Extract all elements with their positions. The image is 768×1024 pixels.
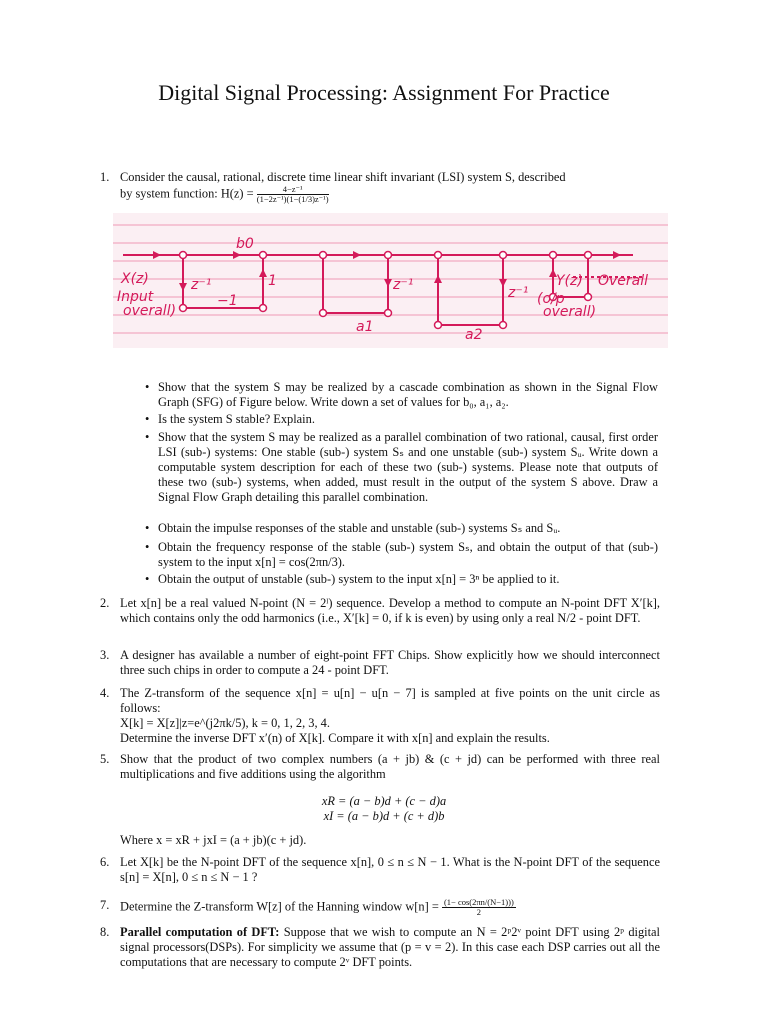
question-number: 2. — [100, 596, 110, 610]
equation-xi: xI = (a − b)d + (c + d)b — [323, 809, 445, 823]
question-7 — [100, 897, 660, 917]
question-number: 5. — [100, 752, 110, 766]
question-text: Suppose that we wish to compute an N = 2ᵖ2ᵛ point DFT using 2ᵖ digital signal processors(DSPs). For simplicity we assume that (p = v = 2). In this case each DSP carries out all the computations that are necessary to compute 2ᵛ DFT points. — [120, 925, 660, 969]
question-1 — [100, 170, 660, 204]
question-6 — [100, 855, 660, 885]
question-number: 8. — [100, 925, 110, 939]
sfg-delay-2: z⁻¹ — [393, 277, 414, 293]
question-number: 1. — [100, 170, 110, 184]
system-function-label: by system function: H(z) = — [120, 186, 254, 201]
hanning-fraction — [442, 898, 516, 917]
question-3 — [100, 648, 660, 678]
question-8 — [100, 925, 660, 970]
sfg-input-label: X(z) — [121, 271, 149, 287]
bullet-item: • Obtain the frequency response of the stable (sub-) system Sₛ, and obtain the output of that (sub-) system to the input x[n] = cos(2πn/3). — [145, 540, 658, 569]
bullet-item: • Obtain the output of unstable (sub-) system to the input x[n] = 3ⁿ be applied to it. — [145, 572, 560, 586]
equation-xr: xR = (a − b)d + (c − d)a — [321, 794, 447, 808]
question-1-line1: Consider the causal, rational, discrete time linear shift invariant (LSI) system S, described — [120, 170, 566, 184]
page-title: Digital Signal Processing: Assignment For Practice — [158, 80, 610, 105]
question-2 — [100, 596, 660, 626]
question-number: 6. — [100, 855, 110, 869]
bullet-text: Obtain the frequency response of the stable (sub-) system Sₛ, and obtain the output of that (sub-) system to the input x[n] = cos(2πn/3). — [158, 540, 658, 569]
bullet-item: • Show that the system S may be realized as a parallel combination of two rational, causal, first order LSI (sub-) systems: One stable (sub-) system Sₛ and one unstable (sub-) system Sᵤ. Write down a computable system description for each of these two (sub-) systems. Please note that outputs of these two (sub-) systems, when added, must result in the output of the system S above. Draw a Signal Flow Graph detailing this parallel combination. — [145, 430, 658, 504]
sfg-a2-label: a2 — [465, 327, 483, 343]
question-text: Show that the product of two complex numbers (a + jb) & (c + jd) can be performed with three real multiplications and five additions using the algorithm — [120, 752, 660, 781]
bullet-item: • Obtain the impulse responses of the stable and unstable (sub-) systems Sₛ and Sᵤ. — [145, 521, 561, 535]
bullet-text: Obtain the output of unstable (sub-) system to the input x[n] = 3ⁿ be applied to it. — [158, 572, 560, 586]
fraction-numerator: 4−z⁻¹ — [257, 185, 329, 195]
bullet-text: Is the system S stable? Explain. — [158, 412, 315, 426]
question-4-line2: X[k] = X[z]|z=e^(j2πk/5), k = 0, 1, 2, 3, 4. — [120, 716, 330, 730]
bullet-text: Show that the system S may be realized by a cascade combination as shown in the Signal Flow Graph (SFG) of Figure below. Write down a set of values for b₀, a₁, a₂. — [158, 380, 658, 409]
fraction-denominator: 2 — [476, 907, 481, 917]
question-8-heading: Parallel computation of DFT: — [120, 925, 280, 939]
sfg-input-note-2: overall) — [123, 303, 177, 319]
system-function-fraction — [257, 185, 329, 204]
sfg-b0-label: b0 — [236, 236, 254, 252]
question-1-line2 — [120, 185, 660, 204]
sfg-gain-minus-1: −1 — [217, 293, 238, 309]
sfg-delay-1: z⁻¹ — [191, 277, 212, 293]
question-5 — [100, 752, 660, 782]
sfg-output-note: (o/p — [537, 291, 565, 307]
signal-flow-graph-figure — [113, 213, 668, 348]
question-text: A designer has available a number of eight-point FFT Chips. Show explicitly how we should interconnect three such chips in order to compute a 24 - point DFT. — [120, 648, 660, 677]
question-4 — [100, 686, 660, 746]
sfg-a1-label: a1 — [356, 319, 374, 335]
bullet-text: Show that the system S may be realized as a parallel combination of two rational, causal, first order LSI (sub-) systems: One stable (sub-) system Sₛ and one unstable (sub-) system Sᵤ. Write down a computable system description for each of these two (sub-) systems. Please note that outputs of these two (sub-) systems, when added, must result in the output of the system S above. Draw a Signal Flow Graph detailing this parallel combination. — [158, 430, 658, 504]
question-text: Determine the Z-transform W[z] of the Hanning window w[n] = — [120, 899, 439, 914]
sfg-gain-1: 1 — [268, 273, 277, 289]
question-4-line3: Determine the inverse DFT x′(n) of X[k]. Compare it with x[n] and explain the results. — [120, 731, 550, 745]
question-number: 7. — [100, 898, 110, 912]
fraction-denominator: (1−2z⁻¹)(1−(1/3)z⁻¹) — [256, 194, 329, 204]
sfg-output-note-2: overall) — [543, 304, 597, 320]
fraction-numerator: (1− cos(2πn/(N−1))) — [443, 897, 514, 907]
bullet-item: • Is the system S stable? Explain. — [145, 412, 315, 426]
question-number: 3. — [100, 648, 110, 662]
question-text: Let X[k] be the N-point DFT of the sequence x[n], 0 ≤ n ≤ N − 1. What is the N-point DFT of the sequence s[n] = X[n], 0 ≤ n ≤ N − 1 ? — [120, 855, 660, 884]
sfg-delay-3: z⁻¹ — [508, 285, 529, 301]
sfg-output-label: Y(z) — [556, 273, 583, 289]
question-text: Let x[n] be a real valued N-point (N = 2ˡ) sequence. Develop a method to compute an N-point DFT X′[k], which contains only the odd harmonics (i.e., X′[k] = 0, if k is even) by using only a real N/2 - point DFT. — [120, 596, 660, 625]
sfg-scratched-word: Overall — [598, 273, 649, 289]
sfg-input-note: Input — [117, 289, 154, 305]
bullet-text: Obtain the impulse responses of the stable and unstable (sub-) systems Sₛ and Sᵤ. — [158, 521, 561, 535]
bullet-item: • Show that the system S may be realized by a cascade combination as shown in the Signal Flow Graph (SFG) of Figure below. Write down a set of values for b₀, a₁, a₂. — [145, 380, 658, 409]
question-4-line1: The Z-transform of the sequence x[n] = u[n] − u[n − 7] is sampled at five points on the unit circle as follows: — [120, 686, 660, 715]
question-5-where: Where x = xR + jxI = (a + jb)(c + jd). — [120, 833, 307, 847]
question-number: 4. — [100, 686, 110, 700]
